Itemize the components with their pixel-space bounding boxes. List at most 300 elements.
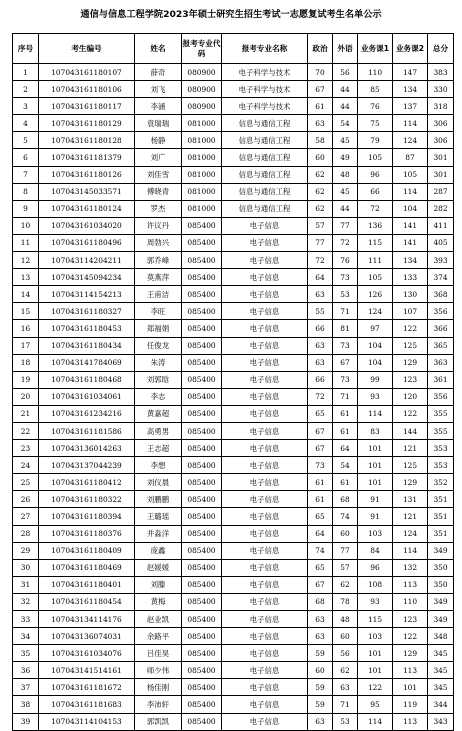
row-index-cell: 30: [13, 559, 39, 576]
subject-1-score-cell: 101: [358, 440, 393, 457]
table-row: [13, 405, 454, 422]
total-score-cell: 405: [428, 234, 454, 251]
subject-1-score-cell: 108: [358, 576, 393, 593]
row-index-cell: 6: [13, 149, 39, 166]
total-score-cell: 365: [428, 337, 454, 354]
major-name-cell: 电子信息: [222, 559, 308, 576]
major-name-cell: 电子信息: [222, 320, 308, 337]
major-name-cell: 信息与通信工程: [222, 200, 308, 217]
col-header-foreign-language: 外语: [333, 34, 358, 64]
major-code-cell: 085400: [182, 679, 222, 696]
major-code-cell: 085400: [182, 234, 222, 251]
major-code-cell: 085400: [182, 388, 222, 405]
subject-2-score-cell: 134: [393, 252, 428, 269]
subject-1-score-cell: 111: [358, 252, 393, 269]
foreign-language-score-cell: 73: [333, 337, 358, 354]
total-score-cell: 393: [428, 252, 454, 269]
exam-id-cell: 107043161181683: [39, 696, 135, 713]
foreign-language-score-cell: 64: [333, 440, 358, 457]
table-row: [13, 422, 454, 439]
subject-2-score-cell: 132: [393, 559, 428, 576]
col-header-total: 总分: [428, 34, 454, 64]
major-code-cell: 085400: [182, 354, 222, 371]
table-row: [13, 115, 454, 132]
subject-1-score-cell: 110: [358, 64, 393, 81]
subject-1-score-cell: 93: [358, 388, 393, 405]
candidate-name-cell: 李涵: [135, 98, 182, 115]
table-row: [13, 645, 454, 662]
row-index-cell: 17: [13, 337, 39, 354]
politics-score-cell: 74: [308, 542, 333, 559]
major-name-cell: 电子信息: [222, 593, 308, 610]
major-code-cell: 085400: [182, 337, 222, 354]
foreign-language-score-cell: 45: [333, 183, 358, 200]
exam-id-cell: 107043161180469: [39, 559, 135, 576]
exam-id-cell: 107043145094234: [39, 269, 135, 286]
foreign-language-score-cell: 61: [333, 474, 358, 491]
table-row: [13, 679, 454, 696]
major-name-cell: 信息与通信工程: [222, 166, 308, 183]
subject-1-score-cell: 124: [358, 303, 393, 320]
table-row: [13, 166, 454, 183]
total-score-cell: 330: [428, 81, 454, 98]
major-name-cell: 电子信息: [222, 388, 308, 405]
politics-score-cell: 62: [308, 183, 333, 200]
table-row: [13, 320, 454, 337]
politics-score-cell: 55: [308, 303, 333, 320]
total-score-cell: 345: [428, 662, 454, 679]
politics-score-cell: 73: [308, 457, 333, 474]
col-header-exam-id: 考生编号: [39, 34, 135, 64]
major-name-cell: 电子信息: [222, 286, 308, 303]
major-name-cell: 电子信息: [222, 422, 308, 439]
major-name-cell: 电子信息: [222, 303, 308, 320]
subject-1-score-cell: 136: [358, 217, 393, 234]
candidate-name-cell: 李想: [135, 457, 182, 474]
major-code-cell: 085400: [182, 405, 222, 422]
candidate-name-cell: 刘广: [135, 149, 182, 166]
total-score-cell: 352: [428, 474, 454, 491]
col-header-subject-2: 业务课2: [393, 34, 428, 64]
major-code-cell: 081000: [182, 132, 222, 149]
total-score-cell: 353: [428, 440, 454, 457]
exam-id-cell: 107043161181379: [39, 149, 135, 166]
row-index-cell: 11: [13, 234, 39, 251]
subject-2-score-cell: 113: [393, 662, 428, 679]
total-score-cell: 374: [428, 269, 454, 286]
subject-2-score-cell: 129: [393, 354, 428, 371]
subject-2-score-cell: 121: [393, 440, 428, 457]
foreign-language-score-cell: 48: [333, 166, 358, 183]
row-index-cell: 38: [13, 696, 39, 713]
exam-id-cell: 107043141514161: [39, 662, 135, 679]
subject-1-score-cell: 97: [358, 320, 393, 337]
foreign-language-score-cell: 71: [333, 303, 358, 320]
total-score-cell: 361: [428, 371, 454, 388]
subject-1-score-cell: 91: [358, 491, 393, 508]
subject-1-score-cell: 72: [358, 200, 393, 217]
row-index-cell: 39: [13, 713, 39, 730]
major-code-cell: 085400: [182, 491, 222, 508]
candidate-name-cell: 郭凯凯: [135, 713, 182, 730]
table-row: [13, 81, 454, 98]
foreign-language-score-cell: 44: [333, 98, 358, 115]
row-index-cell: 13: [13, 269, 39, 286]
table-row: [13, 371, 454, 388]
major-name-cell: 信息与通信工程: [222, 183, 308, 200]
total-score-cell: 411: [428, 217, 454, 234]
candidate-name-cell: 赵业凯: [135, 611, 182, 628]
foreign-language-score-cell: 56: [333, 645, 358, 662]
exam-id-cell: 107043161034061: [39, 388, 135, 405]
candidate-name-cell: 吕佳昊: [135, 645, 182, 662]
subject-2-score-cell: 114: [393, 542, 428, 559]
politics-score-cell: 60: [308, 662, 333, 679]
foreign-language-score-cell: 57: [333, 559, 358, 576]
table-body: [13, 64, 454, 731]
exam-id-cell: 107043161181672: [39, 679, 135, 696]
major-name-cell: 电子信息: [222, 628, 308, 645]
table-row: [13, 98, 454, 115]
foreign-language-score-cell: 63: [333, 679, 358, 696]
candidate-name-cell: 许议丹: [135, 217, 182, 234]
table-row: [13, 440, 454, 457]
major-name-cell: 电子信息: [222, 269, 308, 286]
subject-2-score-cell: 123: [393, 371, 428, 388]
row-index-cell: 19: [13, 371, 39, 388]
candidate-name-cell: 李旺: [135, 303, 182, 320]
major-code-cell: 085400: [182, 371, 222, 388]
foreign-language-score-cell: 61: [333, 422, 358, 439]
candidate-name-cell: 莫燕萍: [135, 269, 182, 286]
candidate-name-cell: 刘佳雪: [135, 166, 182, 183]
subject-2-score-cell: 121: [393, 508, 428, 525]
major-code-cell: 085400: [182, 422, 222, 439]
subject-1-score-cell: 101: [358, 662, 393, 679]
total-score-cell: 282: [428, 200, 454, 217]
subject-2-score-cell: 124: [393, 525, 428, 542]
exam-id-cell: 107043114204211: [39, 252, 135, 269]
row-index-cell: 28: [13, 525, 39, 542]
row-index-cell: 21: [13, 405, 39, 422]
table-row: [13, 234, 454, 251]
subject-2-score-cell: 114: [393, 183, 428, 200]
subject-1-score-cell: 105: [358, 269, 393, 286]
subject-1-score-cell: 99: [358, 371, 393, 388]
subject-2-score-cell: 122: [393, 405, 428, 422]
politics-score-cell: 67: [308, 576, 333, 593]
exam-id-cell: 107043161180434: [39, 337, 135, 354]
politics-score-cell: 63: [308, 115, 333, 132]
candidate-name-cell: 王甫洁: [135, 286, 182, 303]
foreign-language-score-cell: 62: [333, 662, 358, 679]
candidate-name-cell: 王志超: [135, 440, 182, 457]
exam-id-cell: 107043136014263: [39, 440, 135, 457]
subject-1-score-cell: 75: [358, 115, 393, 132]
row-index-cell: 8: [13, 183, 39, 200]
politics-score-cell: 58: [308, 132, 333, 149]
table-row: [13, 593, 454, 610]
subject-1-score-cell: 122: [358, 679, 393, 696]
table-row: [13, 662, 454, 679]
foreign-language-score-cell: 81: [333, 320, 358, 337]
total-score-cell: 345: [428, 645, 454, 662]
major-name-cell: 电子信息: [222, 234, 308, 251]
total-score-cell: 343: [428, 713, 454, 730]
row-index-cell: 14: [13, 286, 39, 303]
major-name-cell: 电子信息: [222, 576, 308, 593]
major-code-cell: 085400: [182, 286, 222, 303]
total-score-cell: 351: [428, 525, 454, 542]
major-code-cell: 080900: [182, 81, 222, 98]
major-code-cell: 085400: [182, 576, 222, 593]
table-row: [13, 611, 454, 628]
major-name-cell: 电子信息: [222, 713, 308, 730]
row-index-cell: 4: [13, 115, 39, 132]
major-code-cell: 081000: [182, 183, 222, 200]
candidate-name-cell: 刘滕: [135, 576, 182, 593]
row-index-cell: 36: [13, 662, 39, 679]
col-header-subject-1: 业务课1: [358, 34, 393, 64]
table-row: [13, 559, 454, 576]
exam-id-cell: 107043137044239: [39, 457, 135, 474]
major-name-cell: 电子信息: [222, 457, 308, 474]
table-row: [13, 217, 454, 234]
row-index-cell: 7: [13, 166, 39, 183]
major-code-cell: 085400: [182, 303, 222, 320]
subject-2-score-cell: 120: [393, 388, 428, 405]
subject-2-score-cell: 141: [393, 217, 428, 234]
major-code-cell: 085400: [182, 440, 222, 457]
major-code-cell: 085400: [182, 457, 222, 474]
candidate-name-cell: 刘郭晗: [135, 371, 182, 388]
major-code-cell: 085400: [182, 525, 222, 542]
subject-1-score-cell: 84: [358, 542, 393, 559]
subject-2-score-cell: 107: [393, 303, 428, 320]
row-index-cell: 18: [13, 354, 39, 371]
major-name-cell: 电子信息: [222, 662, 308, 679]
exam-id-cell: 107043161180412: [39, 474, 135, 491]
politics-score-cell: 62: [308, 200, 333, 217]
politics-score-cell: 62: [308, 166, 333, 183]
politics-score-cell: 61: [308, 474, 333, 491]
total-score-cell: 306: [428, 115, 454, 132]
exam-id-cell: 107043161180322: [39, 491, 135, 508]
row-index-cell: 15: [13, 303, 39, 320]
politics-score-cell: 65: [308, 508, 333, 525]
foreign-language-score-cell: 53: [333, 286, 358, 303]
politics-score-cell: 66: [308, 371, 333, 388]
subject-2-score-cell: 124: [393, 132, 428, 149]
subject-2-score-cell: 123: [393, 611, 428, 628]
politics-score-cell: 64: [308, 269, 333, 286]
exam-id-cell: 107043134114176: [39, 611, 135, 628]
row-index-cell: 20: [13, 388, 39, 405]
major-code-cell: 080900: [182, 64, 222, 81]
total-score-cell: 366: [428, 320, 454, 337]
exam-id-cell: 107043114104153: [39, 713, 135, 730]
total-score-cell: 348: [428, 628, 454, 645]
exam-id-cell: 107043136074031: [39, 628, 135, 645]
major-name-cell: 信息与通信工程: [222, 149, 308, 166]
candidate-name-cell: 刘飞: [135, 81, 182, 98]
subject-2-score-cell: 134: [393, 81, 428, 98]
major-code-cell: 085400: [182, 645, 222, 662]
col-header-major-code: 报考专业代码: [182, 34, 222, 64]
foreign-language-score-cell: 62: [333, 576, 358, 593]
subject-1-score-cell: 101: [358, 474, 393, 491]
row-index-cell: 25: [13, 474, 39, 491]
row-index-cell: 24: [13, 457, 39, 474]
exam-id-cell: 107043141784069: [39, 354, 135, 371]
candidate-name-cell: 高勇男: [135, 422, 182, 439]
candidate-name-cell: 袁瑞瑞: [135, 115, 182, 132]
major-code-cell: 085400: [182, 269, 222, 286]
foreign-language-score-cell: 61: [333, 405, 358, 422]
subject-2-score-cell: 125: [393, 337, 428, 354]
politics-score-cell: 67: [308, 440, 333, 457]
foreign-language-score-cell: 67: [333, 354, 358, 371]
politics-score-cell: 68: [308, 593, 333, 610]
exam-id-cell: 107043161180409: [39, 542, 135, 559]
table-row: [13, 525, 454, 542]
exam-id-cell: 107043161180107: [39, 64, 135, 81]
major-code-cell: 085400: [182, 252, 222, 269]
foreign-language-score-cell: 74: [333, 508, 358, 525]
major-code-cell: 085400: [182, 611, 222, 628]
exam-id-cell: 107043161180394: [39, 508, 135, 525]
foreign-language-score-cell: 44: [333, 200, 358, 217]
subject-2-score-cell: 110: [393, 593, 428, 610]
table-row: [13, 303, 454, 320]
foreign-language-score-cell: 76: [333, 252, 358, 269]
major-code-cell: 080900: [182, 98, 222, 115]
exam-id-cell: 107043161180129: [39, 115, 135, 132]
subject-1-score-cell: 85: [358, 81, 393, 98]
subject-1-score-cell: 95: [358, 696, 393, 713]
candidate-name-cell: 李志: [135, 388, 182, 405]
subject-1-score-cell: 103: [358, 628, 393, 645]
politics-score-cell: 63: [308, 628, 333, 645]
foreign-language-score-cell: 68: [333, 491, 358, 508]
candidate-name-cell: 杨佳刚: [135, 679, 182, 696]
major-code-cell: 081000: [182, 166, 222, 183]
table-row: [13, 713, 454, 730]
total-score-cell: 318: [428, 98, 454, 115]
major-name-cell: 电子信息: [222, 217, 308, 234]
total-score-cell: 306: [428, 132, 454, 149]
exam-id-cell: 107043161180124: [39, 200, 135, 217]
major-code-cell: 085400: [182, 320, 222, 337]
row-index-cell: 29: [13, 542, 39, 559]
subject-1-score-cell: 114: [358, 405, 393, 422]
major-name-cell: 电子信息: [222, 679, 308, 696]
major-code-cell: 085400: [182, 713, 222, 730]
exam-id-cell: 107043161180106: [39, 81, 135, 98]
exam-id-cell: 107043161180454: [39, 593, 135, 610]
row-index-cell: 2: [13, 81, 39, 98]
major-code-cell: 081000: [182, 200, 222, 217]
subject-2-score-cell: 122: [393, 628, 428, 645]
major-name-cell: 电子信息: [222, 440, 308, 457]
exam-id-cell: 107043161180496: [39, 234, 135, 251]
table-row: [13, 491, 454, 508]
subject-2-score-cell: 144: [393, 422, 428, 439]
politics-score-cell: 63: [308, 713, 333, 730]
candidate-name-cell: 薛奇: [135, 64, 182, 81]
major-name-cell: 电子科学与技术: [222, 98, 308, 115]
major-name-cell: 电子信息: [222, 405, 308, 422]
table-row: [13, 576, 454, 593]
candidate-name-cell: 赵媛媛: [135, 559, 182, 576]
row-index-cell: 35: [13, 645, 39, 662]
total-score-cell: 301: [428, 166, 454, 183]
table-row: [13, 286, 454, 303]
row-index-cell: 16: [13, 320, 39, 337]
subject-1-score-cell: 83: [358, 422, 393, 439]
major-code-cell: 085400: [182, 628, 222, 645]
major-name-cell: 电子科学与技术: [222, 64, 308, 81]
row-index-cell: 31: [13, 576, 39, 593]
subject-1-score-cell: 114: [358, 713, 393, 730]
col-header-politics: 政治: [308, 34, 333, 64]
subject-2-score-cell: 131: [393, 491, 428, 508]
subject-2-score-cell: 104: [393, 200, 428, 217]
row-index-cell: 22: [13, 422, 39, 439]
total-score-cell: 350: [428, 576, 454, 593]
row-index-cell: 33: [13, 611, 39, 628]
subject-2-score-cell: 113: [393, 713, 428, 730]
table-row: [13, 542, 454, 559]
candidate-name-cell: 余路平: [135, 628, 182, 645]
exam-id-cell: 107043145033571: [39, 183, 135, 200]
politics-score-cell: 59: [308, 645, 333, 662]
major-name-cell: 电子信息: [222, 371, 308, 388]
foreign-language-score-cell: 77: [333, 217, 358, 234]
politics-score-cell: 63: [308, 611, 333, 628]
foreign-language-score-cell: 73: [333, 269, 358, 286]
table-row: [13, 457, 454, 474]
candidate-name-cell: 郭乔峰: [135, 252, 182, 269]
row-index-cell: 9: [13, 200, 39, 217]
major-name-cell: 信息与通信工程: [222, 132, 308, 149]
subject-2-score-cell: 119: [393, 696, 428, 713]
foreign-language-score-cell: 71: [333, 696, 358, 713]
row-index-cell: 5: [13, 132, 39, 149]
politics-score-cell: 63: [308, 354, 333, 371]
candidate-name-cell: 庞鑫: [135, 542, 182, 559]
subject-1-score-cell: 104: [358, 337, 393, 354]
major-name-cell: 电子信息: [222, 474, 308, 491]
foreign-language-score-cell: 48: [333, 611, 358, 628]
major-name-cell: 电子信息: [222, 525, 308, 542]
candidate-name-cell: 李沛轩: [135, 696, 182, 713]
major-name-cell: 电子信息: [222, 337, 308, 354]
row-index-cell: 1: [13, 64, 39, 81]
major-name-cell: 电子信息: [222, 645, 308, 662]
subject-2-score-cell: 133: [393, 269, 428, 286]
subject-2-score-cell: 114: [393, 115, 428, 132]
total-score-cell: 349: [428, 611, 454, 628]
major-code-cell: 085400: [182, 542, 222, 559]
candidate-name-cell: 师少伟: [135, 662, 182, 679]
politics-score-cell: 67: [308, 422, 333, 439]
major-name-cell: 信息与通信工程: [222, 115, 308, 132]
foreign-language-score-cell: 71: [333, 388, 358, 405]
foreign-language-score-cell: 53: [333, 713, 358, 730]
table-row: [13, 200, 454, 217]
foreign-language-score-cell: 60: [333, 525, 358, 542]
